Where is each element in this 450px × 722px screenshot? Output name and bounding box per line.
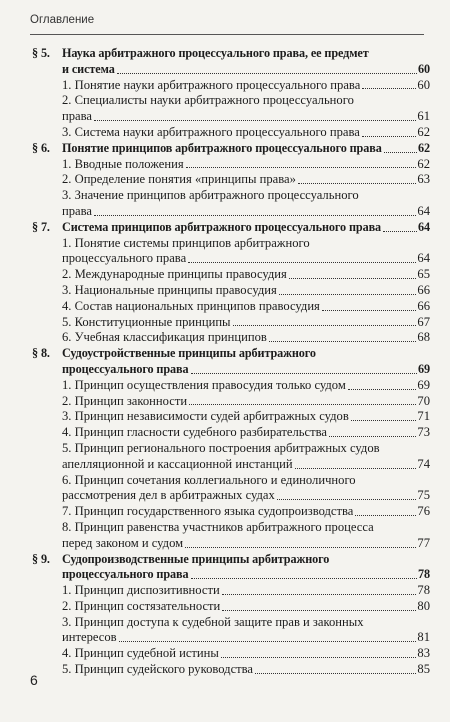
toc-page-number: 64 bbox=[417, 203, 430, 218]
toc-entry-title: 5. Конституционные принципы bbox=[62, 314, 231, 329]
dot-leader bbox=[255, 673, 416, 674]
toc-entry-title: Судоустройственные принципы арбитражного bbox=[62, 346, 316, 361]
toc-entry-line bbox=[32, 394, 430, 410]
toc-section-line bbox=[32, 62, 430, 78]
toc-page-number: 77 bbox=[417, 535, 430, 550]
dot-leader bbox=[186, 167, 417, 168]
toc-page-number: 74 bbox=[417, 456, 430, 471]
toc-entry-title: 3. Принцип независимости судей арбитражных судов bbox=[62, 409, 349, 424]
toc-entry-line bbox=[32, 204, 430, 220]
dot-leader bbox=[233, 325, 417, 326]
toc-section-line bbox=[32, 552, 430, 568]
toc-page-number: 81 bbox=[417, 630, 430, 645]
dot-leader bbox=[384, 152, 417, 153]
toc-entry-line bbox=[32, 125, 430, 141]
section-number: § 7. bbox=[32, 219, 50, 234]
dot-leader bbox=[362, 136, 417, 137]
dot-leader bbox=[351, 420, 417, 421]
dot-leader bbox=[94, 120, 416, 121]
toc-entry-title: 6. Принцип сочетания коллегиального и единоличного bbox=[62, 472, 356, 487]
dot-leader bbox=[189, 404, 416, 405]
toc-entry-line bbox=[32, 504, 430, 520]
toc-page-number: 69 bbox=[417, 377, 430, 392]
toc-entry-line bbox=[32, 93, 430, 109]
toc-entry-title: 4. Принцип гласности судебного разбирательства bbox=[62, 425, 327, 440]
toc-entry-line bbox=[32, 172, 430, 188]
toc-page-number: 85 bbox=[417, 662, 430, 677]
dot-leader bbox=[269, 341, 417, 342]
dot-leader bbox=[329, 436, 416, 437]
toc-entry-title: 1. Принцип осуществления правосудия только судом bbox=[62, 377, 346, 392]
toc-entry-line bbox=[32, 520, 430, 536]
toc-page-number: 66 bbox=[417, 282, 430, 297]
toc-page-number: 78 bbox=[417, 583, 430, 598]
toc-entry-title: процессуального права bbox=[62, 567, 189, 582]
toc-entry-title: 8. Принцип равенства участников арбитражного процесса bbox=[62, 519, 374, 534]
toc-entry-line bbox=[32, 330, 430, 346]
toc-entry-title: 2. Принцип законности bbox=[62, 393, 188, 408]
toc-entry-title: 6. Учебная классификация принципов bbox=[62, 330, 267, 345]
toc-entry-title: 4. Состав национальных принципов правосудия bbox=[62, 298, 320, 313]
toc-entry-line bbox=[32, 599, 430, 615]
toc-entry-title: и система bbox=[62, 61, 115, 76]
toc-entry-title: 3. Значение принципов арбитражного процессуального bbox=[62, 188, 359, 203]
dot-leader bbox=[362, 88, 416, 89]
dot-leader bbox=[383, 231, 417, 232]
toc-entry-title: 2. Специалисты науки арбитражного процессуального bbox=[62, 93, 354, 108]
dot-leader bbox=[355, 515, 416, 516]
toc-entry-title: 2. Международные принципы правосудия bbox=[62, 267, 287, 282]
toc-entry-title: 1. Принцип диспозитивности bbox=[62, 583, 220, 598]
section-number: § 5. bbox=[32, 46, 50, 60]
dot-leader bbox=[222, 594, 417, 595]
toc-entry-line bbox=[32, 630, 430, 646]
toc-page-number: 76 bbox=[417, 504, 430, 519]
toc-entry-line bbox=[32, 457, 430, 473]
toc-page-number: 64 bbox=[418, 219, 430, 234]
toc-entry-line bbox=[32, 299, 430, 315]
toc-entry-title: 1. Понятие науки арбитражного процессуального права bbox=[62, 77, 361, 92]
toc-page-number: 63 bbox=[417, 172, 430, 187]
toc-entry-line bbox=[32, 409, 430, 425]
dot-leader bbox=[295, 468, 417, 469]
toc-page-number: 68 bbox=[417, 330, 430, 345]
dot-leader bbox=[94, 215, 416, 216]
dot-leader bbox=[191, 578, 417, 579]
toc-entry-title: 4. Принцип судебной истины bbox=[62, 646, 219, 661]
toc-page-number: 62 bbox=[417, 124, 430, 139]
toc-page-number: 73 bbox=[417, 425, 430, 440]
toc-entry-line bbox=[32, 441, 430, 457]
toc-entry-title: права bbox=[62, 109, 92, 124]
toc-entry-title: 5. Принцип регионального построения арбитражных судов bbox=[62, 440, 380, 455]
dot-leader bbox=[222, 610, 416, 611]
toc-entry-line bbox=[32, 283, 430, 299]
toc-entry-title: 2. Принцип состязательности bbox=[62, 598, 221, 613]
dot-leader bbox=[221, 657, 417, 658]
toc-entry-line bbox=[32, 188, 430, 204]
toc-entry-title: перед законом и судом bbox=[62, 535, 184, 550]
toc-entry-title: процессуального права bbox=[62, 251, 187, 266]
dot-leader bbox=[348, 389, 417, 390]
toc-page-number: 61 bbox=[417, 109, 430, 124]
toc-entry-line bbox=[32, 615, 430, 631]
section-number: § 9. bbox=[32, 551, 50, 566]
toc-entry-line bbox=[32, 378, 430, 394]
toc-entry-title: Наука арбитражного процессуального права, ее предмет bbox=[62, 46, 369, 60]
toc-page-number: 62 bbox=[417, 156, 430, 171]
toc-entry-line bbox=[32, 267, 430, 283]
page-number: 6 bbox=[30, 672, 38, 688]
toc-page-number: 62 bbox=[418, 140, 430, 155]
toc-section-line bbox=[32, 220, 430, 236]
dot-leader bbox=[289, 278, 417, 279]
toc-entry-title: 3. Система науки арбитражного процессуального права bbox=[62, 124, 360, 139]
toc-entry-title: интересов bbox=[62, 630, 117, 645]
dot-leader bbox=[117, 73, 417, 74]
toc-page-number: 70 bbox=[417, 393, 430, 408]
toc-section-line bbox=[32, 46, 430, 62]
toc-page-number: 75 bbox=[417, 488, 430, 503]
toc-entry-title: 2. Определение понятия «принципы права» bbox=[62, 172, 296, 187]
toc-entry-line bbox=[32, 251, 430, 267]
toc-page-number: 60 bbox=[417, 77, 430, 92]
toc-section-line bbox=[32, 567, 430, 583]
toc-entry-title: 1. Вводные положения bbox=[62, 156, 184, 171]
toc-page-number: 83 bbox=[417, 646, 430, 661]
dot-leader bbox=[188, 262, 416, 263]
toc-entry-title: права bbox=[62, 203, 92, 218]
dot-leader bbox=[119, 641, 417, 642]
toc-entry-title: 5. Принцип судейского руководства bbox=[62, 662, 254, 677]
toc-entry-line bbox=[32, 109, 430, 125]
toc-entry-line bbox=[32, 473, 430, 489]
toc-entry-line bbox=[32, 315, 430, 331]
toc-page-number: 64 bbox=[417, 251, 430, 266]
toc-entry-line bbox=[32, 536, 430, 552]
toc-entry-line bbox=[32, 646, 430, 662]
dot-leader bbox=[298, 183, 416, 184]
toc-section-line bbox=[32, 362, 430, 378]
toc-entry-line bbox=[32, 488, 430, 504]
toc-entry-title: рассмотрения дел в арбитражных судах bbox=[62, 488, 275, 503]
toc-entry-title: Понятие принципов арбитражного процессуального права bbox=[62, 140, 382, 155]
toc-entry-title: Судопроизводственные принципы арбитражного bbox=[62, 551, 330, 566]
toc-section-line bbox=[32, 141, 430, 157]
toc-page-number: 80 bbox=[417, 598, 430, 613]
toc-section-line bbox=[32, 346, 430, 362]
toc-entry-title: 3. Национальные принципы правосудия bbox=[62, 282, 277, 297]
section-number: § 8. bbox=[32, 346, 50, 361]
toc-entry-line bbox=[32, 425, 430, 441]
toc-entry-line bbox=[32, 78, 430, 94]
toc-entry-line bbox=[32, 157, 430, 173]
toc-page-number: 71 bbox=[417, 409, 430, 424]
dot-leader bbox=[185, 547, 416, 548]
dot-leader bbox=[191, 373, 417, 374]
running-head: Оглавление bbox=[30, 14, 95, 26]
dot-leader bbox=[279, 294, 417, 295]
toc-page-number: 67 bbox=[417, 314, 430, 329]
toc-entry-title: 1. Понятие системы принципов арбитражного bbox=[62, 235, 310, 250]
dot-leader bbox=[277, 499, 417, 500]
toc-page-number: 60 bbox=[418, 61, 430, 76]
dot-leader bbox=[322, 310, 417, 311]
toc-entry-line bbox=[32, 662, 430, 678]
toc-page-number: 66 bbox=[417, 298, 430, 313]
toc-page-number: 65 bbox=[417, 267, 430, 282]
toc-entry-line bbox=[32, 236, 430, 252]
toc-entry-title: 3. Принцип доступа к судебной защите прав и законных bbox=[62, 614, 364, 629]
toc-entry-line bbox=[32, 583, 430, 599]
toc-entry-title: процессуального права bbox=[62, 361, 189, 376]
header-rule bbox=[30, 34, 424, 35]
toc-entry-title: апелляционной и кассационной инстанций bbox=[62, 456, 293, 471]
table-of-contents bbox=[32, 46, 430, 678]
toc-page-number: 69 bbox=[418, 361, 430, 376]
toc-entry-title: 7. Принцип государственного языка судопроизводства bbox=[62, 504, 354, 519]
toc-page-number: 78 bbox=[418, 567, 430, 582]
toc-entry-title: Система принципов арбитражного процессуального права bbox=[62, 219, 382, 234]
section-number: § 6. bbox=[32, 140, 50, 155]
